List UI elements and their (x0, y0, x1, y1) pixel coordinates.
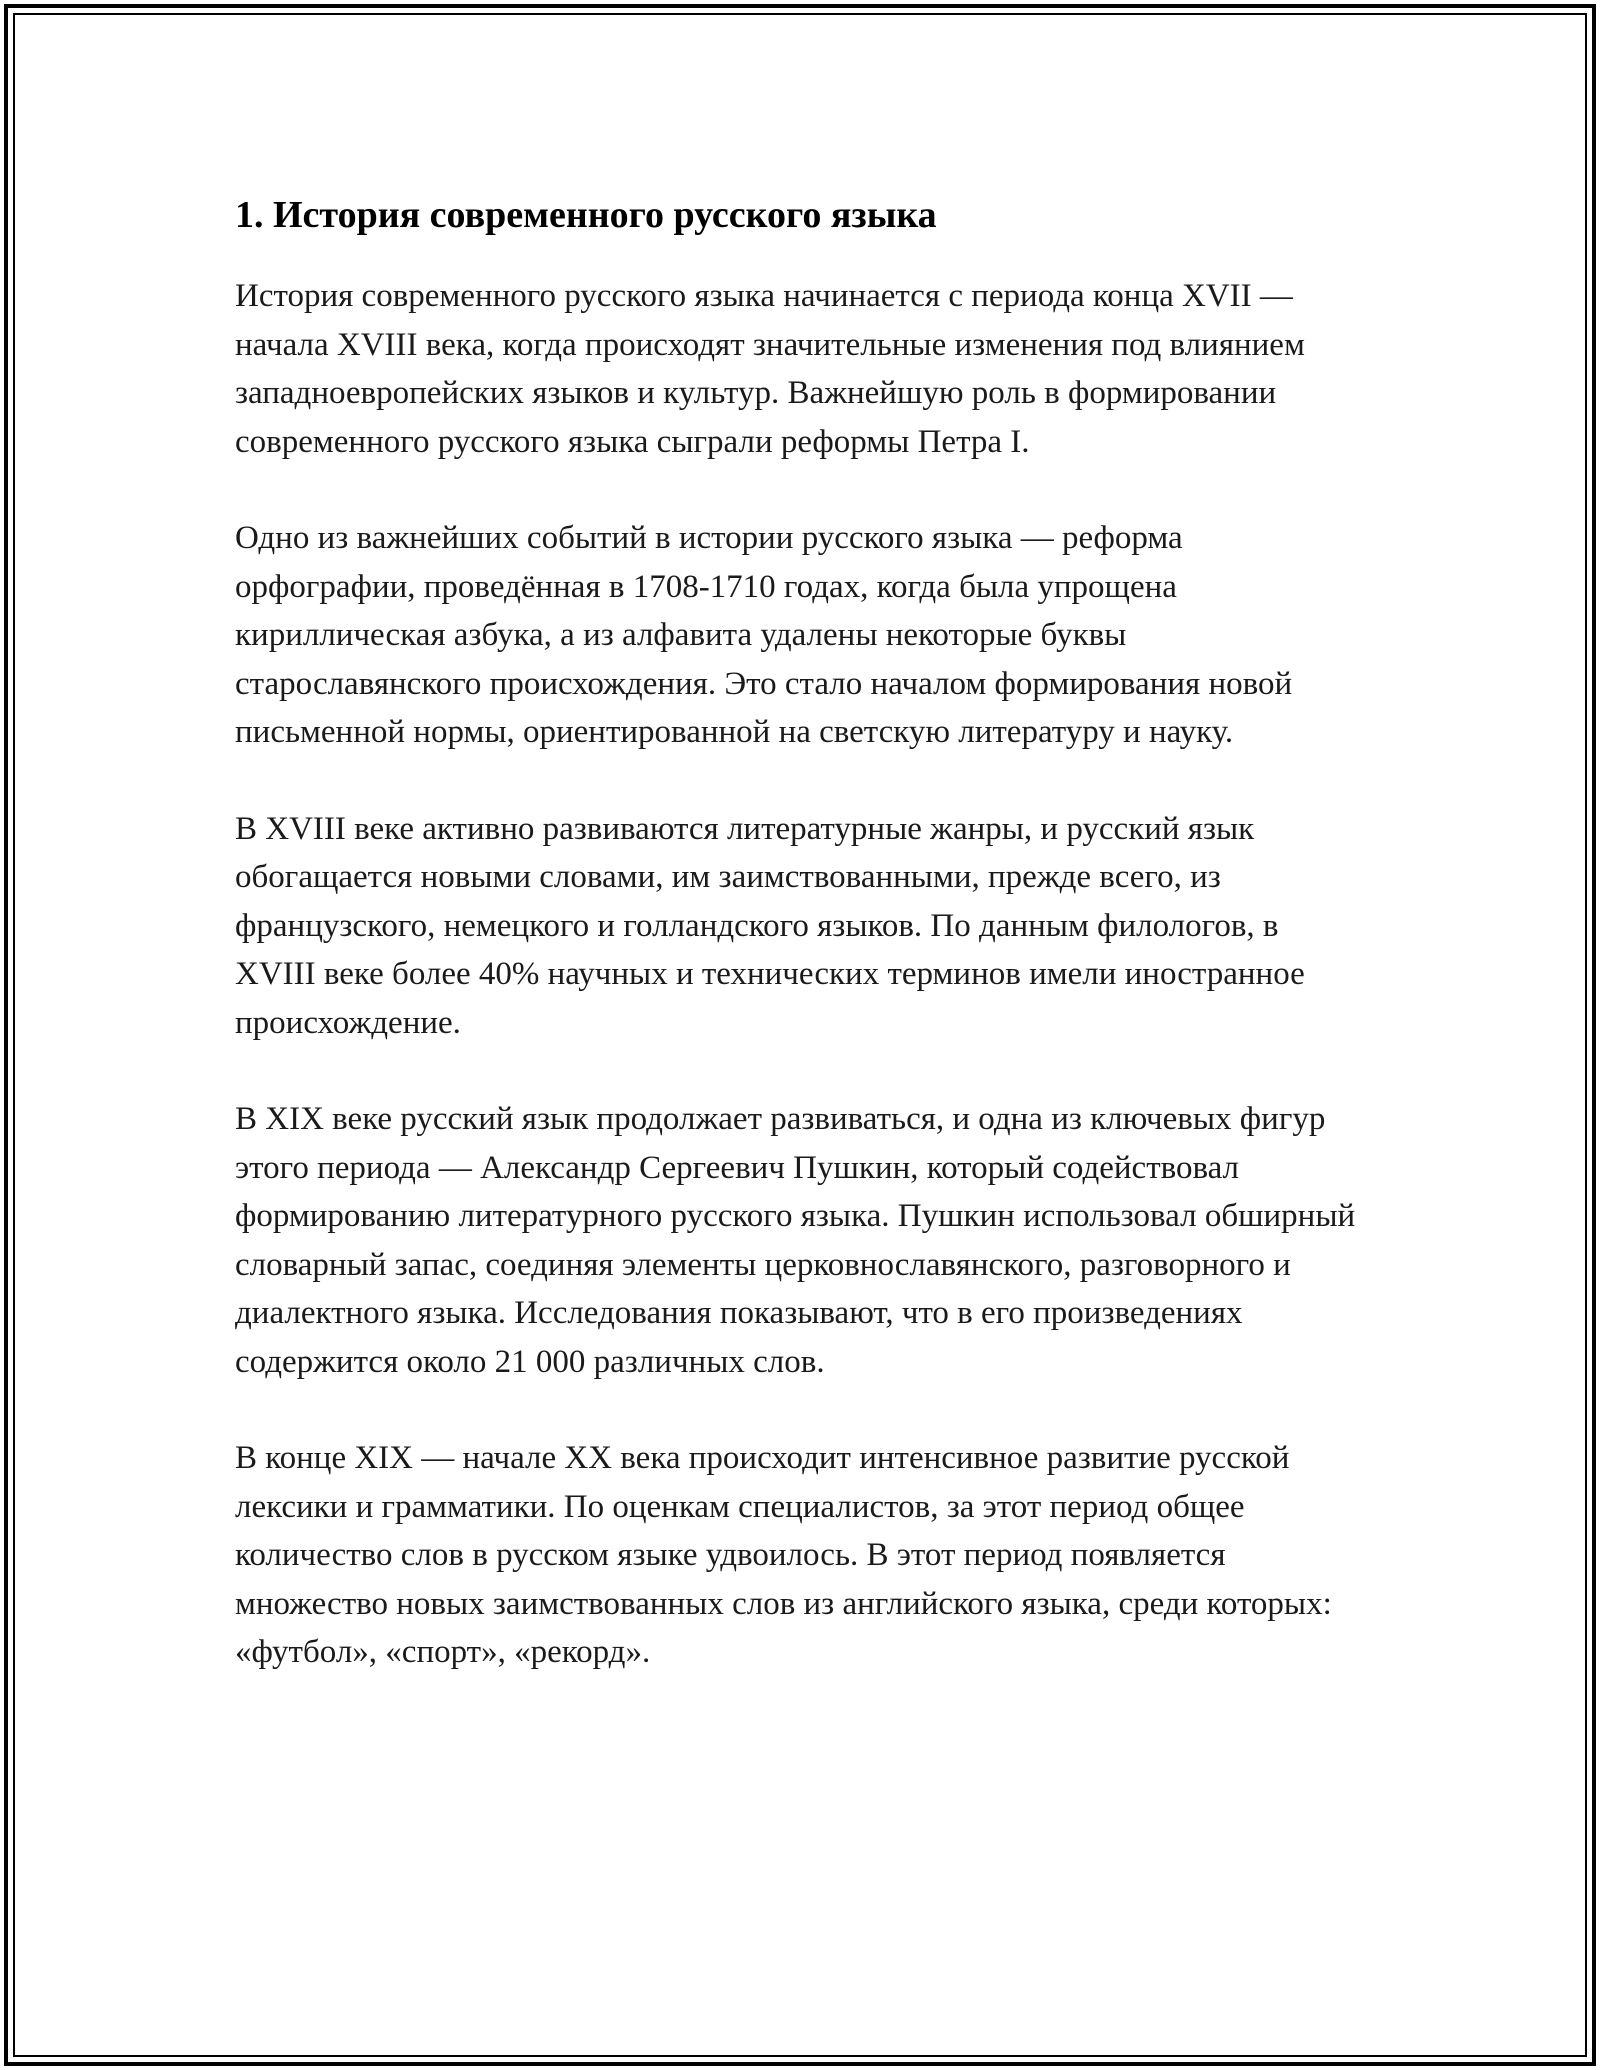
section-heading: 1. История современного русского языка (235, 194, 937, 236)
document-body (235, 185, 1365, 1725)
paragraph-5: В конце XIX — начале XX века происходит интенсивное развитие русской лексики и грамматики. По оценкам специалистов, за этот период общее количество слов в русском языке удвоилось. В этот период появляется множество новых заимствованных слов из английского языка, среди которых: «футбол», «спорт», «рекорд». (235, 1440, 1332, 1670)
paragraph-3: В XVIII веке активно развиваются литературные жанры, и русский язык обогащается новыми словами, им заимствованными, прежде всего, из французского, немецкого и голландского языков. По данным филологов, в XVIII веке более 40% научных и технических терминов имели иностранное происхождение. (235, 810, 1305, 1041)
paragraph-1: История современного русского языка начинается с периода конца XVII — начала XVIII века, когда происходят значительные изменения под влиянием западноевропейских языков и культур. Важнейшую роль в формировании современного русского языка сыграли реформы Петра I. (235, 278, 1305, 460)
paragraph-4: В XIX веке русский язык продолжает развиваться, и одна из ключевых фигур этого периода — Александр Сергеевич Пушкин, который содействовал формированию литературного русского языка. Пушкин использовал обширный словарный запас, соединяя элементы церковнославянского, разговорного и диалектного языка. Исследования показывают, что в его произведениях содержится около 21 000 различных слов. (235, 1101, 1356, 1380)
paragraph-2: Одно из важнейших событий в истории русского языка — реформа орфографии, проведённая в 1708-1710 годах, когда была упрощена кириллическая азбука, а из алфавита удалены некоторые буквы старославянского происхождения. Это стало началом формирования новой письменной нормы, ориентированной на светскую литературу и науку. (235, 520, 1293, 750)
